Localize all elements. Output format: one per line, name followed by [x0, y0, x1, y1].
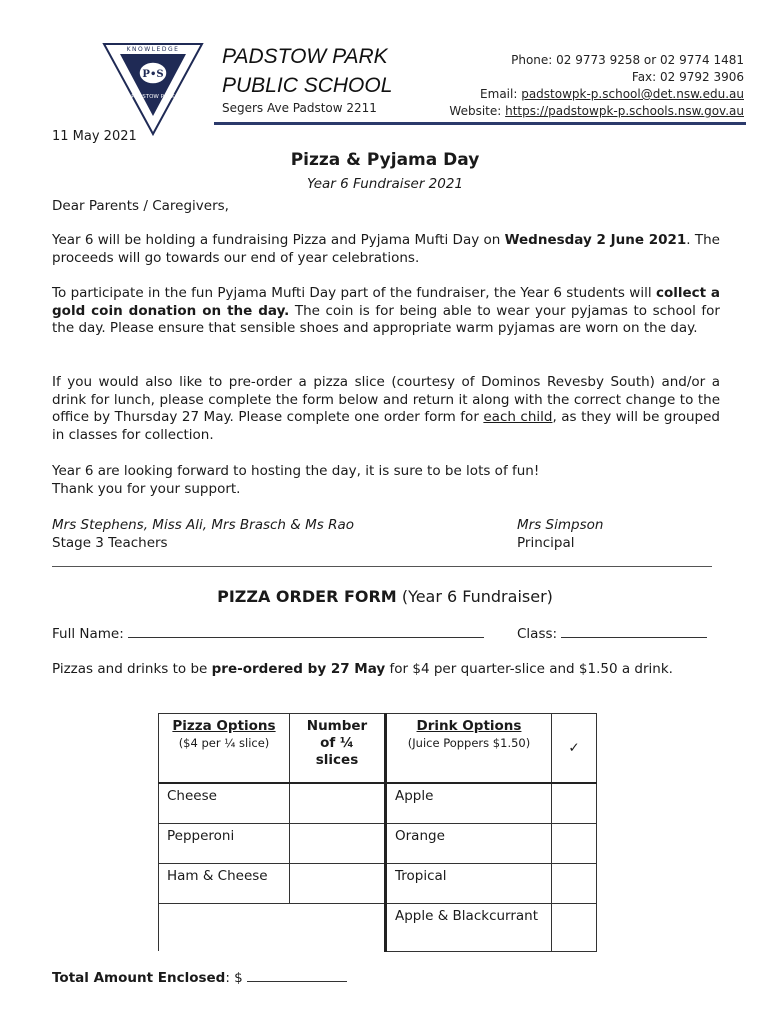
- class-label: Class:: [517, 626, 558, 642]
- paragraph-3-text: If you would also like to pre-order a pizza slice (courtesy of Dominos Revesby South) and/or a drink for lunch, please complete the form below and return it along with the correct change to the office by Thursday 27 May. Please complete one order form for: [52, 374, 720, 426]
- table-header-row: [159, 714, 597, 784]
- drink-option-cell: Tropical: [386, 863, 552, 903]
- cut-line: [52, 566, 712, 567]
- fax-number: Fax: 02 9792 3906: [631, 70, 744, 84]
- closing-line-2: Thank you for your support.: [52, 480, 241, 497]
- empty-cell: [159, 903, 290, 951]
- each-child-note: each child: [483, 409, 553, 426]
- class-field[interactable]: [517, 626, 707, 642]
- number-header-line1: Number: [306, 718, 368, 734]
- paragraph-3-text-end: , as they will be grouped in classes for collection.: [52, 409, 720, 443]
- drink-option-cell: Orange: [386, 823, 552, 863]
- school-name-line1: PADSTOW PARK: [222, 45, 388, 68]
- drink-tick-cell[interactable]: [552, 783, 597, 823]
- number-header-line3: slices: [315, 752, 359, 768]
- teacher-names: Mrs Stephens, Miss Ali, Mrs Brasch & Ms Rao: [52, 517, 354, 533]
- principal-name: Mrs Simpson: [517, 517, 604, 533]
- principal-role: Principal: [517, 534, 575, 551]
- school-name-line2: PUBLIC SCHOOL: [222, 74, 393, 97]
- order-form-title: [0, 587, 770, 606]
- order-table: [158, 713, 597, 952]
- drink-option-cell: Apple: [386, 783, 552, 823]
- paragraph-4: [52, 463, 720, 498]
- letter-subtitle: Year 6 Fundraiser 2021: [306, 176, 464, 192]
- drink-tick-cell[interactable]: [552, 903, 597, 951]
- salutation: Dear Parents / Caregivers,: [52, 198, 229, 214]
- event-date: Wednesday 2 June 2021: [504, 232, 687, 248]
- paragraph-2: [52, 285, 720, 338]
- total-amount-field[interactable]: [52, 970, 347, 986]
- drink-tick-cell[interactable]: [552, 863, 597, 903]
- table-row: [159, 823, 597, 863]
- email-label: Email:: [480, 87, 522, 101]
- number-slices-header: [290, 714, 386, 784]
- drink-options-header: [386, 714, 552, 784]
- total-amount-currency: : $: [225, 970, 248, 986]
- pizza-options-header: [159, 714, 290, 784]
- svg-text:KNOWLEDGE: KNOWLEDGE: [126, 46, 180, 53]
- order-note-text-end: for $4 per quarter-slice and $1.50 a drink.: [385, 661, 673, 677]
- signature-principal: [517, 517, 603, 552]
- teacher-role: Stage 3 Teachers: [52, 534, 168, 551]
- school-name: [222, 42, 392, 100]
- full-name-line[interactable]: [128, 637, 484, 638]
- order-form-title-bold: PIZZA ORDER FORM: [217, 587, 397, 606]
- slices-input-cell[interactable]: [290, 863, 386, 903]
- website-link[interactable]: https://padstowpk-p.schools.nsw.gov.au: [505, 104, 744, 118]
- pizza-price-note: ($4 per ¼ slice): [178, 736, 270, 750]
- paragraph-3: [52, 374, 720, 444]
- header-divider: [214, 122, 746, 125]
- slices-input-cell[interactable]: [290, 823, 386, 863]
- phone-number: Phone: 02 9773 9258 or 02 9774 1481: [511, 53, 744, 67]
- svg-text:PADSTOW PARK: PADSTOW PARK: [131, 94, 175, 100]
- table-row: [159, 903, 597, 951]
- pizza-option-cell: Ham & Cheese: [159, 863, 290, 903]
- table-row: [159, 863, 597, 903]
- paragraph-1: [52, 232, 720, 267]
- letter-title: Pizza & Pyjama Day: [290, 150, 480, 170]
- slices-input-cell[interactable]: [290, 783, 386, 823]
- gold-coin-note: collect a gold coin donation on the day.: [52, 285, 720, 319]
- contact-block: [449, 52, 744, 120]
- pizza-option-cell: Cheese: [159, 783, 290, 823]
- school-logo: [100, 38, 206, 138]
- closing-line-1: Year 6 are looking forward to hosting the day, it is sure to be lots of fun!: [52, 463, 540, 479]
- pizza-options-title: Pizza Options: [172, 718, 276, 734]
- full-name-label: Full Name:: [52, 626, 124, 642]
- drink-price-note: (Juice Poppers $1.50): [407, 736, 531, 750]
- svg-text:P•S: P•S: [142, 69, 164, 80]
- order-form-title-rest: (Year 6 Fundraiser): [396, 587, 553, 606]
- paragraph-1-text: Year 6 will be holding a fundraising Pizza and Pyjama Mufti Day on: [52, 232, 505, 248]
- drink-tick-cell[interactable]: [552, 823, 597, 863]
- order-note: [52, 661, 720, 679]
- empty-cell: [290, 903, 386, 951]
- paragraph-1-text-end: . The proceeds will go towards our end of year celebrations.: [52, 232, 720, 266]
- paragraph-2-text-end: The coin is for being able to wear your pyjamas to school for the day. Please ensure that sensible shoes and appropriate warm pyjamas are worn on the day.: [52, 302, 720, 337]
- total-amount-line[interactable]: [247, 981, 347, 982]
- email-link[interactable]: padstowpk-p.school@det.nsw.edu.au: [521, 87, 744, 101]
- pizza-option-cell: Pepperoni: [159, 823, 290, 863]
- full-name-field[interactable]: [52, 626, 484, 642]
- letter-date: 11 May 2021: [52, 129, 137, 144]
- order-note-text: Pizzas and drinks to be: [52, 661, 212, 677]
- website-label: Website:: [449, 104, 506, 118]
- class-line[interactable]: [561, 637, 707, 638]
- drink-options-title: Drink Options: [416, 718, 522, 734]
- tick-header: ✓: [552, 714, 597, 784]
- table-row: [159, 783, 597, 823]
- paragraph-2-text: To participate in the fun Pyjama Mufti Day part of the fundraiser, the Year 6 students will: [52, 285, 656, 301]
- drink-option-cell: Apple & Blackcurrant: [386, 903, 552, 951]
- signature-teachers: [52, 517, 354, 552]
- total-amount-label: Total Amount Enclosed: [52, 970, 226, 986]
- number-header-line2: of ¼: [320, 735, 354, 751]
- school-address: Segers Ave Padstow 2211: [222, 101, 377, 115]
- order-deadline: pre-ordered by 27 May: [211, 661, 386, 677]
